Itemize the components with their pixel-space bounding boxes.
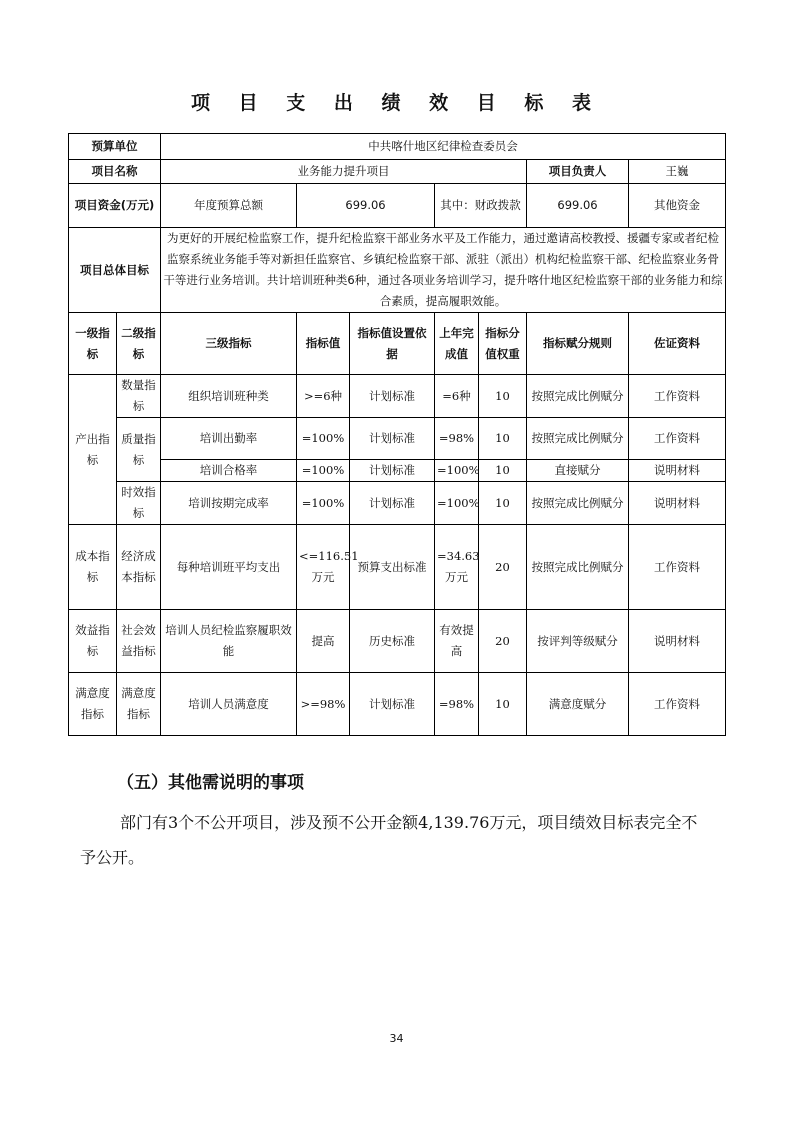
overall-goal-label: 项目总体目标 — [69, 228, 161, 313]
section-paragraph: 部门有3个不公开项目，涉及预不公开金额4,139.76万元，项目绩效目标表完全不予公开。 — [80, 813, 698, 867]
prev-cell: =100% — [435, 482, 479, 525]
budget-unit-value: 中共喀什地区纪律检查委员会 — [161, 134, 726, 160]
fiscal-funds-value: 699.06 — [527, 184, 629, 228]
col-header-basis: 指标值设置依据 — [350, 313, 435, 375]
level3-cell: 培训人员满意度 — [161, 673, 297, 736]
value-cell: >=6种 — [297, 375, 350, 418]
basis-cell: 计划标准 — [350, 673, 435, 736]
evidence-cell: 工作资料 — [629, 375, 726, 418]
level3-cell: 每种培训班平均支出 — [161, 525, 297, 610]
level2-social: 社会效益指标 — [117, 610, 161, 673]
col-header-prev: 上年完成值 — [435, 313, 479, 375]
weight-cell: 10 — [479, 375, 527, 418]
basis-cell: 计划标准 — [350, 460, 435, 482]
prev-cell: 有效提高 — [435, 610, 479, 673]
overall-goal-text: 为更好的开展纪检监察工作，提升纪检监察干部业务水平及工作能力，通过邀请高校教授、援疆专家或者纪检监察系统业务能手等对新担任监察官、乡镇纪检监察干部、派驻（派出）机构纪检监察干部、纪检监察业务骨干等进行业务培训。共计培训班种类6种，通过各项业务培训学习，提升喀什地区纪检监察干部的业务能力和综合素质，提高履职效能。 — [161, 228, 726, 313]
performance-table — [68, 133, 726, 736]
level2-satisfaction: 满意度指标 — [117, 673, 161, 736]
evidence-cell: 说明材料 — [629, 460, 726, 482]
annual-budget-label: 年度预算总额 — [161, 184, 297, 228]
prev-cell: =98% — [435, 418, 479, 460]
value-cell: =100% — [297, 482, 350, 525]
col-header-evidence: 佐证资料 — [629, 313, 726, 375]
weight-cell: 10 — [479, 418, 527, 460]
rule-cell: 按照完成比例赋分 — [527, 375, 629, 418]
project-name-value: 业务能力提升项目 — [161, 160, 527, 184]
rule-cell: 按照完成比例赋分 — [527, 418, 629, 460]
evidence-cell: 说明材料 — [629, 610, 726, 673]
evidence-cell: 说明材料 — [629, 482, 726, 525]
col-header-value: 指标值 — [297, 313, 350, 375]
col-header-rule: 指标赋分规则 — [527, 313, 629, 375]
level1-satisfaction: 满意度指标 — [69, 673, 117, 736]
table-row — [69, 460, 726, 482]
table-row — [69, 610, 726, 673]
table-row — [69, 482, 726, 525]
section-heading: （五）其他需说明的事项 — [117, 773, 304, 793]
level3-cell: 组织培训班种类 — [161, 375, 297, 418]
level1-output: 产出指标 — [69, 375, 117, 525]
basis-cell: 历史标准 — [350, 610, 435, 673]
value-cell: >=98% — [297, 673, 350, 736]
level2-quantity: 数量指标 — [117, 375, 161, 418]
annual-budget-value: 699.06 — [297, 184, 435, 228]
evidence-cell: 工作资料 — [629, 418, 726, 460]
weight-cell: 10 — [479, 482, 527, 525]
level2-quality: 质量指标 — [117, 418, 161, 482]
value-cell: =100% — [297, 460, 350, 482]
level3-cell: 培训出勤率 — [161, 418, 297, 460]
other-funds-label: 其他资金 — [654, 198, 701, 212]
funds-label: 项目资金(万元) — [69, 184, 161, 228]
col-header-level1: 一级指标 — [69, 313, 117, 375]
basis-cell: 计划标准 — [350, 418, 435, 460]
rule-cell: 满意度赋分 — [527, 673, 629, 736]
level3-cell: 培训合格率 — [161, 460, 297, 482]
fiscal-funds-label: 其中：财政拨款 — [435, 184, 527, 228]
other-funds-value-pair — [629, 184, 726, 228]
project-lead-value: 王巍 — [629, 160, 726, 184]
basis-cell: 计划标准 — [350, 375, 435, 418]
col-header-weight: 指标分值权重 — [479, 313, 527, 375]
level2-economic: 经济成本指标 — [117, 525, 161, 610]
rule-cell: 按照完成比例赋分 — [527, 482, 629, 525]
table-row — [69, 673, 726, 736]
table-title: 项 目 支 出 绩 效 目 标 表 — [191, 92, 602, 114]
rule-cell: 按评判等级赋分 — [527, 610, 629, 673]
col-header-level2: 二级指标 — [117, 313, 161, 375]
level1-benefit: 效益指标 — [69, 610, 117, 673]
weight-cell: 10 — [479, 673, 527, 736]
evidence-cell: 工作资料 — [629, 525, 726, 610]
prev-cell: =100% — [435, 460, 479, 482]
project-lead-label: 项目负责人 — [527, 160, 629, 184]
level3-cell: 培训人员纪检监察履职效能 — [161, 610, 297, 673]
col-header-level3: 三级指标 — [161, 313, 297, 375]
evidence-cell: 工作资料 — [629, 673, 726, 736]
basis-cell: 预算支出标准 — [350, 525, 435, 610]
page-number: 34 — [389, 1032, 404, 1045]
budget-unit-label: 预算单位 — [69, 134, 161, 160]
value-cell: 提高 — [297, 610, 350, 673]
weight-cell: 10 — [479, 460, 527, 482]
table-row — [69, 525, 726, 610]
value-cell: <=116.51万元 — [297, 525, 350, 610]
prev-cell: =34.63万元 — [435, 525, 479, 610]
basis-cell: 计划标准 — [350, 482, 435, 525]
value-cell: =100% — [297, 418, 350, 460]
weight-cell: 20 — [479, 525, 527, 610]
level2-timeliness: 时效指标 — [117, 482, 161, 525]
level3-cell: 培训按期完成率 — [161, 482, 297, 525]
project-name-label: 项目名称 — [69, 160, 161, 184]
prev-cell: =98% — [435, 673, 479, 736]
level1-cost: 成本指标 — [69, 525, 117, 610]
prev-cell: =6种 — [435, 375, 479, 418]
table-row — [69, 375, 726, 418]
rule-cell: 按照完成比例赋分 — [527, 525, 629, 610]
table-row — [69, 418, 726, 460]
rule-cell: 直接赋分 — [527, 460, 629, 482]
weight-cell: 20 — [479, 610, 527, 673]
